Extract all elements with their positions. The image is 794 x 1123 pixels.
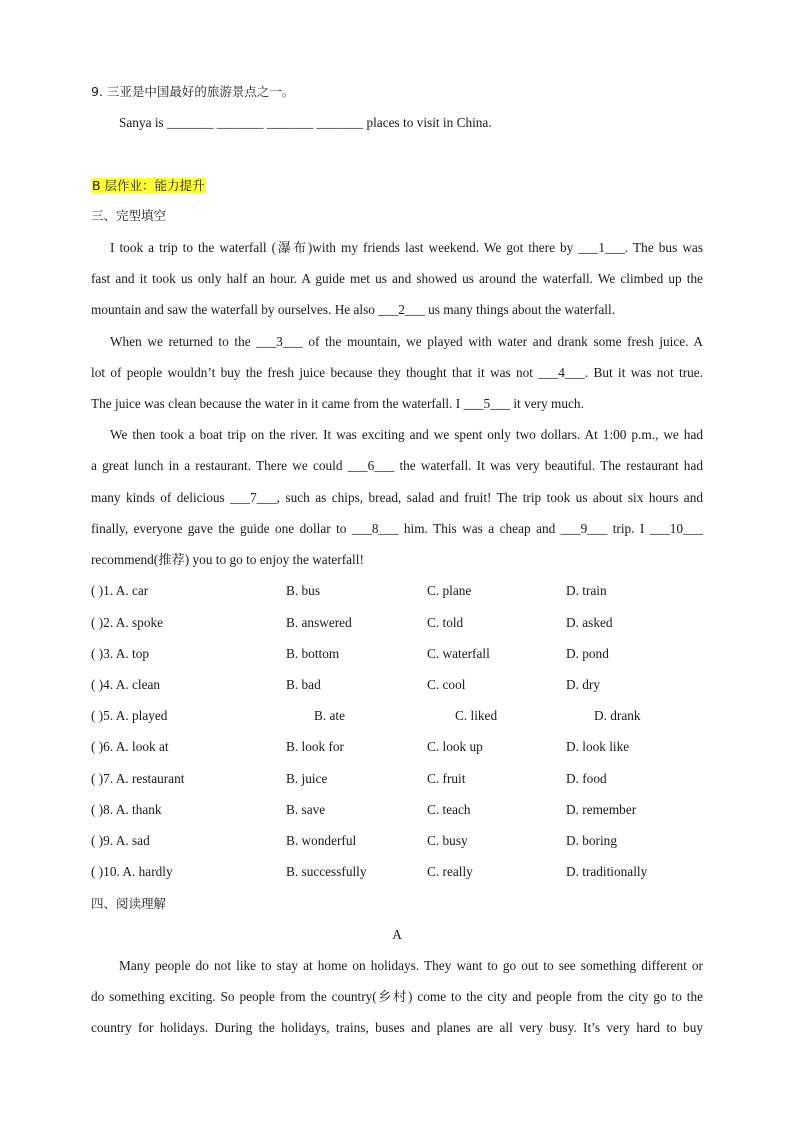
section-3-heading: 三、完型填空 <box>91 208 167 223</box>
option-question-number[interactable]: ( )7. A. restaurant <box>91 771 185 786</box>
passage-line: many kinds of delicious ___7___, such as chips, bread, salad and fruit! The trip took us about six hours and <box>91 490 703 505</box>
option-b[interactable]: B. save <box>286 802 326 817</box>
option-d[interactable]: D. boring <box>566 833 617 848</box>
option-c[interactable]: C. really <box>427 864 473 879</box>
option-b[interactable]: B. bad <box>286 677 321 692</box>
passage-line: finally, everyone gave the guide one dollar to ___8___ him. This was a cheap and ___9___ trip. I ___10___ <box>91 521 703 536</box>
passage-line: a great lunch in a restaurant. There we could ___6___ the waterfall. It was very beautiful. The restaurant had <box>91 458 703 473</box>
option-b[interactable]: B. bus <box>286 583 320 598</box>
question-9-prompt: 9. 三亚是中国最好的旅游景点之一。 <box>91 84 295 99</box>
option-question-number[interactable]: ( )8. A. thank <box>91 802 162 817</box>
passage-part-label: A <box>392 927 402 942</box>
section-4-heading: 四、阅读理解 <box>91 896 167 911</box>
passage-line: recommend(推荐) you to go to enjoy the waterfall! <box>91 552 364 567</box>
option-question-number[interactable]: ( )9. A. sad <box>91 833 150 848</box>
option-question-number[interactable]: ( )4. A. clean <box>91 677 161 692</box>
option-d[interactable]: D. drank <box>594 708 641 723</box>
option-d[interactable]: D. remember <box>566 802 637 817</box>
option-c[interactable]: C. fruit <box>427 771 466 786</box>
passage-line: When we returned to the ___3___ of the mountain, we played with water and drank some fresh juice. A <box>110 334 703 349</box>
option-c[interactable]: C. plane <box>427 583 472 598</box>
option-question-number[interactable]: ( )1. A. car <box>91 583 149 598</box>
passage-line: lot of people wouldn’t buy the fresh juice because they thought that it was not ___4___. But it was not true. <box>91 365 703 380</box>
question-9-answer-line: Sanya is _______ _______ _______ _______ places to visit in China. <box>119 115 492 130</box>
option-question-number[interactable]: ( )10. A. hardly <box>91 864 173 879</box>
option-b[interactable]: B. juice <box>286 771 328 786</box>
reading-line: Many people do not like to stay at home on holidays. They want to go out to see something different or <box>119 958 703 973</box>
section-b-tag <box>91 176 703 196</box>
option-d[interactable]: D. train <box>566 583 607 598</box>
passage-line: The juice was clean because the water in it came from the waterfall. I ___5___ it very much. <box>91 396 584 411</box>
option-c[interactable]: C. busy <box>427 833 468 848</box>
option-d[interactable]: D. dry <box>566 677 600 692</box>
option-c[interactable]: C. teach <box>427 802 471 817</box>
reading-line: do something exciting. So people from the country(乡村) come to the city and people from the city go to the <box>91 989 703 1004</box>
option-c[interactable]: C. told <box>427 615 464 630</box>
option-c[interactable]: C. cool <box>427 677 466 692</box>
passage-line: We then took a boat trip on the river. It was exciting and we spent only two dollars. At 1:00 p.m., we had <box>110 427 703 442</box>
option-question-number[interactable]: ( )3. A. top <box>91 646 149 661</box>
option-question-number[interactable]: ( )6. A. look at <box>91 739 169 754</box>
option-c[interactable]: C. liked <box>455 708 498 723</box>
option-d[interactable]: D. food <box>566 771 607 786</box>
option-b[interactable]: B. bottom <box>286 646 340 661</box>
option-b[interactable]: B. look for <box>286 739 344 754</box>
option-b[interactable]: B. answered <box>286 615 352 630</box>
reading-line: country for holidays. During the holidays, trains, buses and planes are all very busy. It’s very hard to buy <box>91 1020 703 1035</box>
option-d[interactable]: D. pond <box>566 646 609 661</box>
option-question-number[interactable]: ( )5. A. played <box>91 708 168 723</box>
passage-line: mountain and saw the waterfall by ourselves. He also ___2___ us many things about the waterfall. <box>91 302 615 317</box>
option-d[interactable]: D. look like <box>566 739 630 754</box>
option-question-number[interactable]: ( )2. A. spoke <box>91 615 164 630</box>
option-b[interactable]: B. ate <box>314 708 346 723</box>
passage-line: fast and it took us only half an hour. A guide met us and showed us around the waterfall. We climbed up the <box>91 271 703 286</box>
option-c[interactable]: C. look up <box>427 739 483 754</box>
option-d[interactable]: D. asked <box>566 615 613 630</box>
option-b[interactable]: B. wonderful <box>286 833 357 848</box>
passage-line: I took a trip to the waterfall (瀑布)with my friends last weekend. We got there by ___1___. The bus was <box>110 240 703 255</box>
option-b[interactable]: B. successfully <box>286 864 367 879</box>
option-d[interactable]: D. traditionally <box>566 864 648 879</box>
highlighted-label: B 层作业：能力提升 <box>92 178 205 193</box>
option-c[interactable]: C. waterfall <box>427 646 490 661</box>
